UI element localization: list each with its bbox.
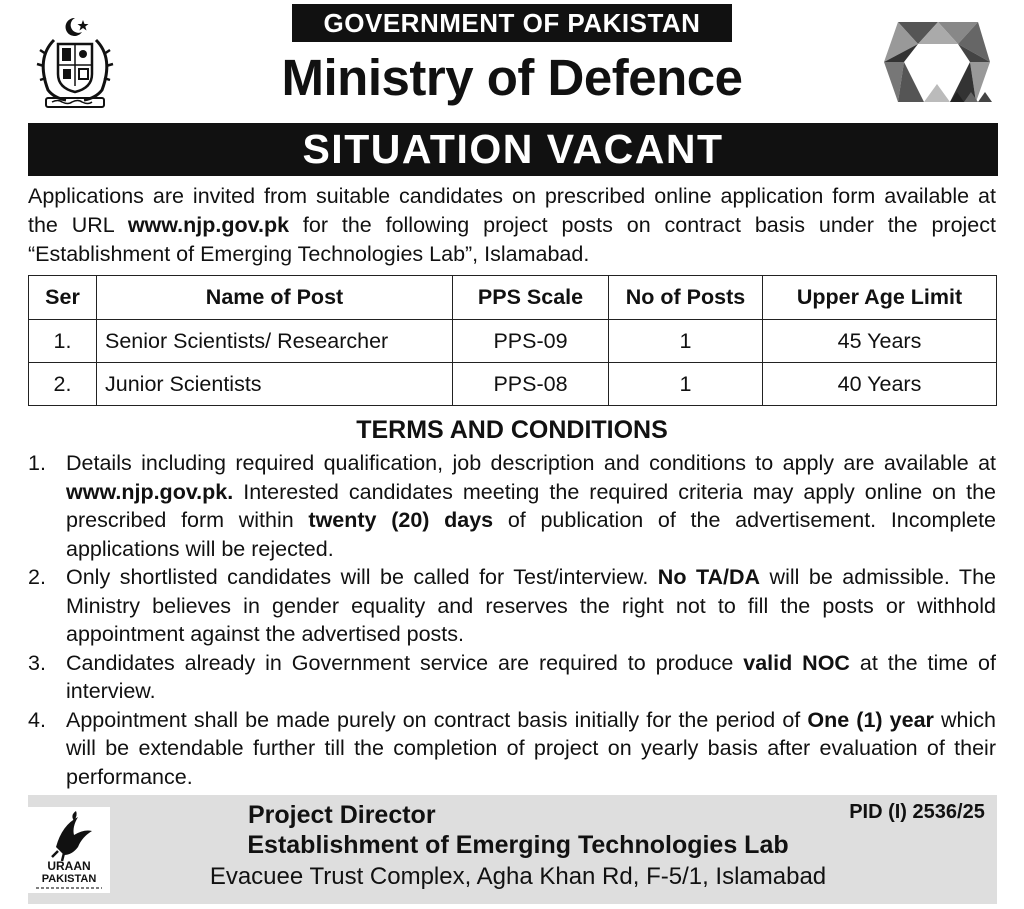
header-pps-scale: PPS Scale	[453, 276, 609, 320]
table-header-row	[29, 276, 997, 320]
state-emblem-icon	[28, 14, 122, 112]
item-number: 1.	[28, 451, 46, 475]
table-row	[29, 363, 997, 406]
uraan-pakistan-logo-icon	[28, 807, 110, 893]
organization-address: Evacuee Trust Complex, Agha Khan Rd, F-5/1, Islamabad	[209, 863, 827, 890]
cell-ser: 2.	[29, 363, 97, 406]
list-item: 4. Appointment shall be made purely on contract basis initially for the period of One (1) year which will be extendable further till the completion of project on yearly basis after evaluation of their performance.	[28, 707, 996, 789]
svg-text:URAAN: URAAN	[47, 859, 91, 873]
emerging-tech-logo-icon	[880, 18, 994, 108]
intro-url: www.njp.gov.pk	[127, 213, 290, 237]
intro-paragraph: Applications are invited from suitable candidates on prescribed online application form available at the URL www.njp.gov.pk for the following project posts on contract basis under the project “Establishment of Emerging Technologies Lab”, Islamabad.	[28, 184, 996, 266]
cell-age-limit: 40 Years	[763, 363, 997, 406]
item-number: 3.	[28, 650, 46, 675]
cell-post-name: Senior Scientists/ Researcher	[97, 320, 453, 363]
header-upper-age-limit: Upper Age Limit	[763, 276, 997, 320]
item-number: 4.	[28, 707, 46, 732]
table-row	[29, 320, 997, 363]
svg-text:PAKISTAN: PAKISTAN	[41, 873, 97, 885]
pid-number: PID (I) 2536/25	[849, 801, 985, 823]
cell-pps-scale: PPS-08	[453, 363, 609, 406]
cell-no-of-posts: 1	[609, 320, 763, 363]
organization-name: Establishment of Emerging Technologies Lab	[247, 831, 789, 859]
government-banner: GOVERNMENT OF PAKISTAN	[292, 4, 732, 42]
header-no-of-posts: No of Posts	[609, 276, 763, 320]
cell-ser: 1.	[29, 320, 97, 363]
list-item: 3. Candidates already in Government service are required to produce valid NOC at the time of interview.	[28, 650, 996, 703]
terms-list	[28, 449, 996, 791]
item-number: 2.	[28, 565, 46, 589]
posts-table	[28, 275, 997, 406]
header-ser: Ser	[29, 276, 97, 320]
cell-no-of-posts: 1	[609, 363, 763, 406]
footer-panel	[28, 795, 997, 904]
cell-age-limit: 45 Years	[763, 320, 997, 363]
situation-vacant-banner: SITUATION VACANT	[28, 123, 998, 176]
list-item: 2. Only shortlisted candidates will be called for Test/interview. No TA/DA will be admissible. The Ministry believes in gender equality and reserves the right not to fill the posts or withhold appointment against the advertised posts.	[28, 565, 996, 646]
cell-pps-scale: PPS-09	[453, 320, 609, 363]
cell-post-name: Junior Scientists	[97, 363, 453, 406]
project-director-title: Project Director	[248, 801, 436, 829]
ministry-title: Ministry of Defence	[281, 49, 743, 106]
list-item: 1. Details including required qualification, job description and conditions to apply are available at www.njp.gov.pk. Interested candidates meeting the required criteria may apply online on the prescribed form within twenty (20) days of publication of the advertisement. Incomplete applications will be rejected.	[28, 451, 996, 561]
terms-title: TERMS AND CONDITIONS	[356, 416, 668, 444]
header-name-of-post: Name of Post	[97, 276, 453, 320]
